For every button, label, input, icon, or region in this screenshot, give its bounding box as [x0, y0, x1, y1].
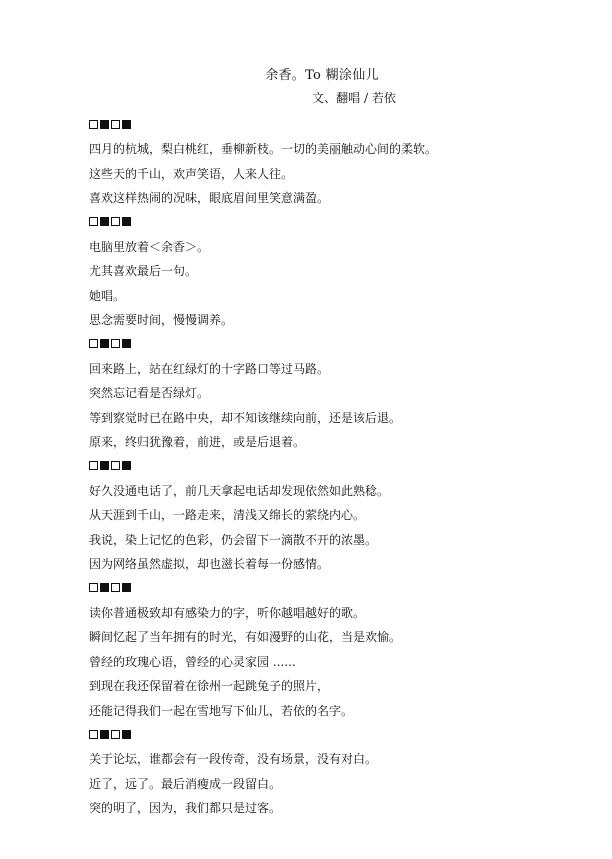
- hollow-square-icon: [89, 120, 98, 129]
- poem-section: [89, 333, 569, 455]
- text-line: 还能记得我们一起在雪地写下仙儿，若依的名字。: [89, 703, 354, 718]
- text-line: 思念需要时间，慢慢调养。: [89, 313, 234, 327]
- text-line: 因为网络虽然虚拟，却也滋长着每一份感情。: [89, 557, 330, 571]
- hollow-square-icon: [111, 730, 120, 739]
- hollow-square-icon: [89, 583, 98, 592]
- section-divider-marker: [89, 577, 569, 599]
- text-line: 好久没通电话了，前几天拿起电话却发现依然如此熟稔。: [89, 483, 390, 498]
- filled-square-icon: [100, 730, 109, 739]
- filled-square-icon: [100, 583, 109, 592]
- section-divider-marker: [89, 113, 569, 135]
- text-line: 尤其喜欢最后一句。: [89, 264, 198, 278]
- text-line: 关于论坛，谁都会有一段传奇，没有场景，没有对白。: [89, 752, 378, 766]
- hollow-square-icon: [111, 461, 120, 470]
- filled-square-icon: [100, 461, 109, 470]
- section-divider-marker: [89, 723, 569, 745]
- hollow-square-icon: [111, 339, 120, 348]
- document-body: [89, 113, 569, 821]
- text-line: 电脑里放着＜余香＞。: [89, 239, 210, 254]
- text-line: 曾经的玫瑰心语，曾经的心灵家园 ......: [89, 654, 296, 669]
- poem-section: [89, 113, 569, 211]
- text-line: 等到察觉时已在路中央，却不知该继续向前，还是该后退。: [89, 410, 402, 425]
- text-line: 这些天的千山，欢声笑语，人来人往。: [89, 166, 294, 181]
- text-line: 回来路上，站在红绿灯的十字路口等过马路。: [89, 361, 330, 376]
- filled-square-icon: [100, 339, 109, 348]
- filled-square-icon: [122, 217, 131, 226]
- hollow-square-icon: [89, 339, 98, 348]
- hollow-square-icon: [111, 217, 120, 226]
- poem-section: [89, 577, 569, 724]
- text-line: 近了，远了。最后消瘦成一段留白。: [89, 776, 282, 791]
- text-line: 读你普通极致却有感染力的字，听你越唱越好的歌。: [89, 605, 366, 620]
- document-title: 余香。To 糊涂仙儿: [265, 68, 379, 83]
- section-divider-marker: [89, 333, 569, 355]
- text-line: 从天涯到千山，一路走来，清浅又绵长的萦绕内心。: [89, 508, 366, 522]
- filled-square-icon: [122, 339, 131, 348]
- text-line: 我说，染上记忆的色彩，仍会留下一滴散不开的浓墨。: [89, 532, 378, 547]
- text-line: 突的明了，因为，我们都只是过客。: [89, 801, 282, 815]
- text-line: 原来，终归犹豫着，前进，或是后退着。: [89, 435, 306, 449]
- hollow-square-icon: [89, 461, 98, 470]
- text-line: 瞬间忆起了当年拥有的时光，有如漫野的山花，当是欢愉。: [89, 630, 402, 644]
- filled-square-icon: [122, 120, 131, 129]
- filled-square-icon: [122, 461, 131, 470]
- filled-square-icon: [122, 730, 131, 739]
- text-line: 她唱。: [89, 288, 126, 303]
- filled-square-icon: [100, 120, 109, 129]
- filled-square-icon: [122, 583, 131, 592]
- section-divider-marker: [89, 211, 569, 233]
- poem-section: [89, 211, 569, 333]
- hollow-square-icon: [111, 120, 120, 129]
- hollow-square-icon: [111, 583, 120, 592]
- poem-section: [89, 723, 569, 821]
- text-line: 四月的杭城，梨白桃红，垂柳新枝。一切的美丽触动心间的柔软。: [89, 142, 438, 156]
- author-credit: 文、翻唱 / 若依: [312, 91, 396, 105]
- hollow-square-icon: [89, 730, 98, 739]
- text-line: 突然忘记看是否绿灯。: [89, 386, 210, 400]
- poem-section: [89, 455, 569, 577]
- hollow-square-icon: [89, 217, 98, 226]
- text-line: 到现在我还保留着在徐州一起跳兔子的照片，: [89, 679, 330, 693]
- text-line: 喜欢这样热闹的况味，眼底眉间里笑意满盈。: [89, 191, 330, 205]
- section-divider-marker: [89, 455, 569, 477]
- filled-square-icon: [100, 217, 109, 226]
